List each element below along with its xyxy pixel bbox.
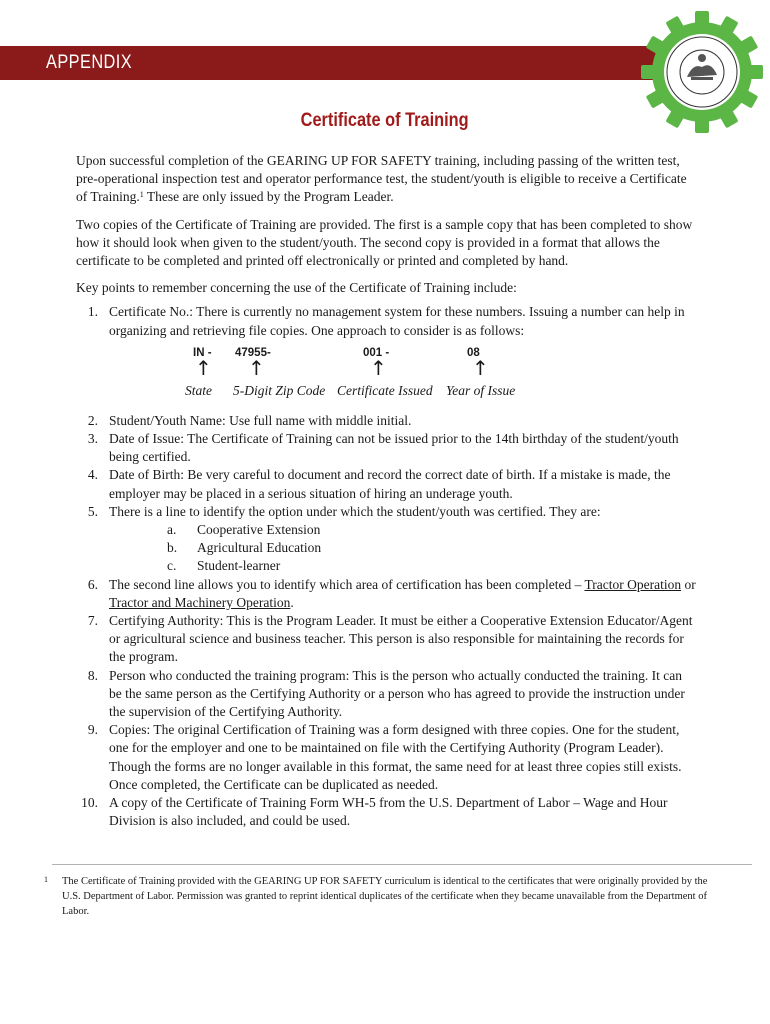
tractor-machinery-text: Tractor and Machinery Operation (109, 594, 291, 610)
footnote-divider (52, 864, 752, 865)
footnote-mark: 1 (44, 875, 48, 884)
list-item: 1. Certificate No.: There is currently no management system for these numbers. Issuing a number can help in organizing and retrieving file copies. One approach to consider is as follows: IN - 47955- 001 - 08 ↑ ↑ ↑ ↑ State 5-Digit Zip Code Certificate Issued Year of Issue (76, 303, 698, 405)
footnote (44, 874, 724, 919)
page-title: Certificate of Training (301, 110, 469, 131)
list-item: 7. Certifying Authority: This is the Program Leader. It must be either a Cooperative Extension Educator/Agent or agricultural science and business teacher. This person is also responsible for maintaining the records for the program. (87, 613, 693, 665)
label-year: Year of Issue (446, 382, 516, 398)
footnote-text: The Certificate of Training provided with the GEARING UP FOR SAFETY curriculum is identical to the certificates that were originally provided by the U.S. Department of Labor. Permission was granted to reprint identical duplicates of the certificate when they became unavailable from the Department of Labor. (62, 876, 708, 917)
footnote-ref: 1 (139, 190, 144, 200)
list-item: 8. Person who conducted the training program: This is the person who actually conducted the training. It can be the same person as the Certifying Authority or a person who has agreed to provide the instruction under the supervision of the Certifying Authority. (87, 667, 685, 720)
label-state: State (185, 382, 212, 398)
certificate-number-example (109, 344, 698, 406)
sub-list-item: a. Cooperative Extension (167, 522, 321, 538)
list-item: 2. Student/Youth Name: Use full name with middle initial. (87, 412, 412, 428)
banner-label: APPENDIX (46, 52, 133, 73)
code-year: 08 (467, 346, 480, 359)
up-arrow-icon: ↑ (248, 355, 265, 380)
copies-paragraph: Two copies of the Certificate of Training are provided. The first is a sample copy that has been completed to show how it should look when given to the student/youth. The second copy is provided in a format that allows the certificate to be completed and printed off electronically or printed and completed by hand. (76, 216, 693, 269)
label-issued: Certificate Issued (337, 382, 433, 398)
code-state: IN - (193, 346, 212, 359)
key-points-list (76, 303, 698, 830)
appendix-banner (0, 46, 712, 80)
list-item: 6. The second line allows you to identify which area of certification has been completed – Tractor Operation or Tractor and Machinery Operation. (87, 576, 696, 610)
up-arrow-icon: ↑ (195, 355, 212, 380)
code-issued: 001 - (363, 346, 390, 359)
intro-paragraph: Upon successful completion of the GEARING UP FOR SAFETY training, including passing of the written test, pre-operational inspection test and operator performance test, the student/youth is eligible to receive a Certificate of Training.$^1$ These are only issued by the Program Leader. (76, 153, 687, 205)
up-arrow-icon: ↑ (472, 355, 489, 380)
sub-list-item: b. Agricultural Education (167, 540, 322, 556)
list-item: 10. A copy of the Certificate of Training Form WH-5 from the U.S. Department of Labor – Wage and Hour Division is also included, and could be used. (81, 795, 668, 829)
list-item: 3. Date of Issue: The Certificate of Training can not be issued prior to the 14th birthday of the student/youth being certified. (87, 431, 679, 465)
label-zip: 5-Digit Zip Code (233, 382, 326, 398)
list-item: 5. There is a line to identify the option under which the student/youth was certified. They are: a. Cooperative Extension b. Agricultural Education c. Student-learner (76, 503, 698, 576)
list-item: 9. Copies: The original Certification of Training was a form designed with three copies. One for the student, one for the employer and one to be maintained on file with the Certifying Authority (Program Leader). Though the forms are no longer available in this format, the same need for at least three copies still exists. Once completed, the Certificate can be duplicated as needed. (87, 722, 682, 792)
tractor-operation-text: Tractor Operation (584, 576, 682, 592)
main-content (76, 152, 698, 831)
key-points-intro: Key points to remember concerning the use of the Certificate of Training include: (76, 280, 517, 296)
up-arrow-icon: ↑ (370, 355, 387, 380)
sub-list-item: c. Student-learner (167, 558, 281, 574)
certification-options (109, 521, 698, 576)
code-zip: 47955- (235, 346, 271, 359)
list-item: 4. Date of Birth: Be very careful to document and record the correct date of birth. If a mistake is made, the employer may be placed in a serious situation of hiring an underage youth. (87, 467, 671, 501)
